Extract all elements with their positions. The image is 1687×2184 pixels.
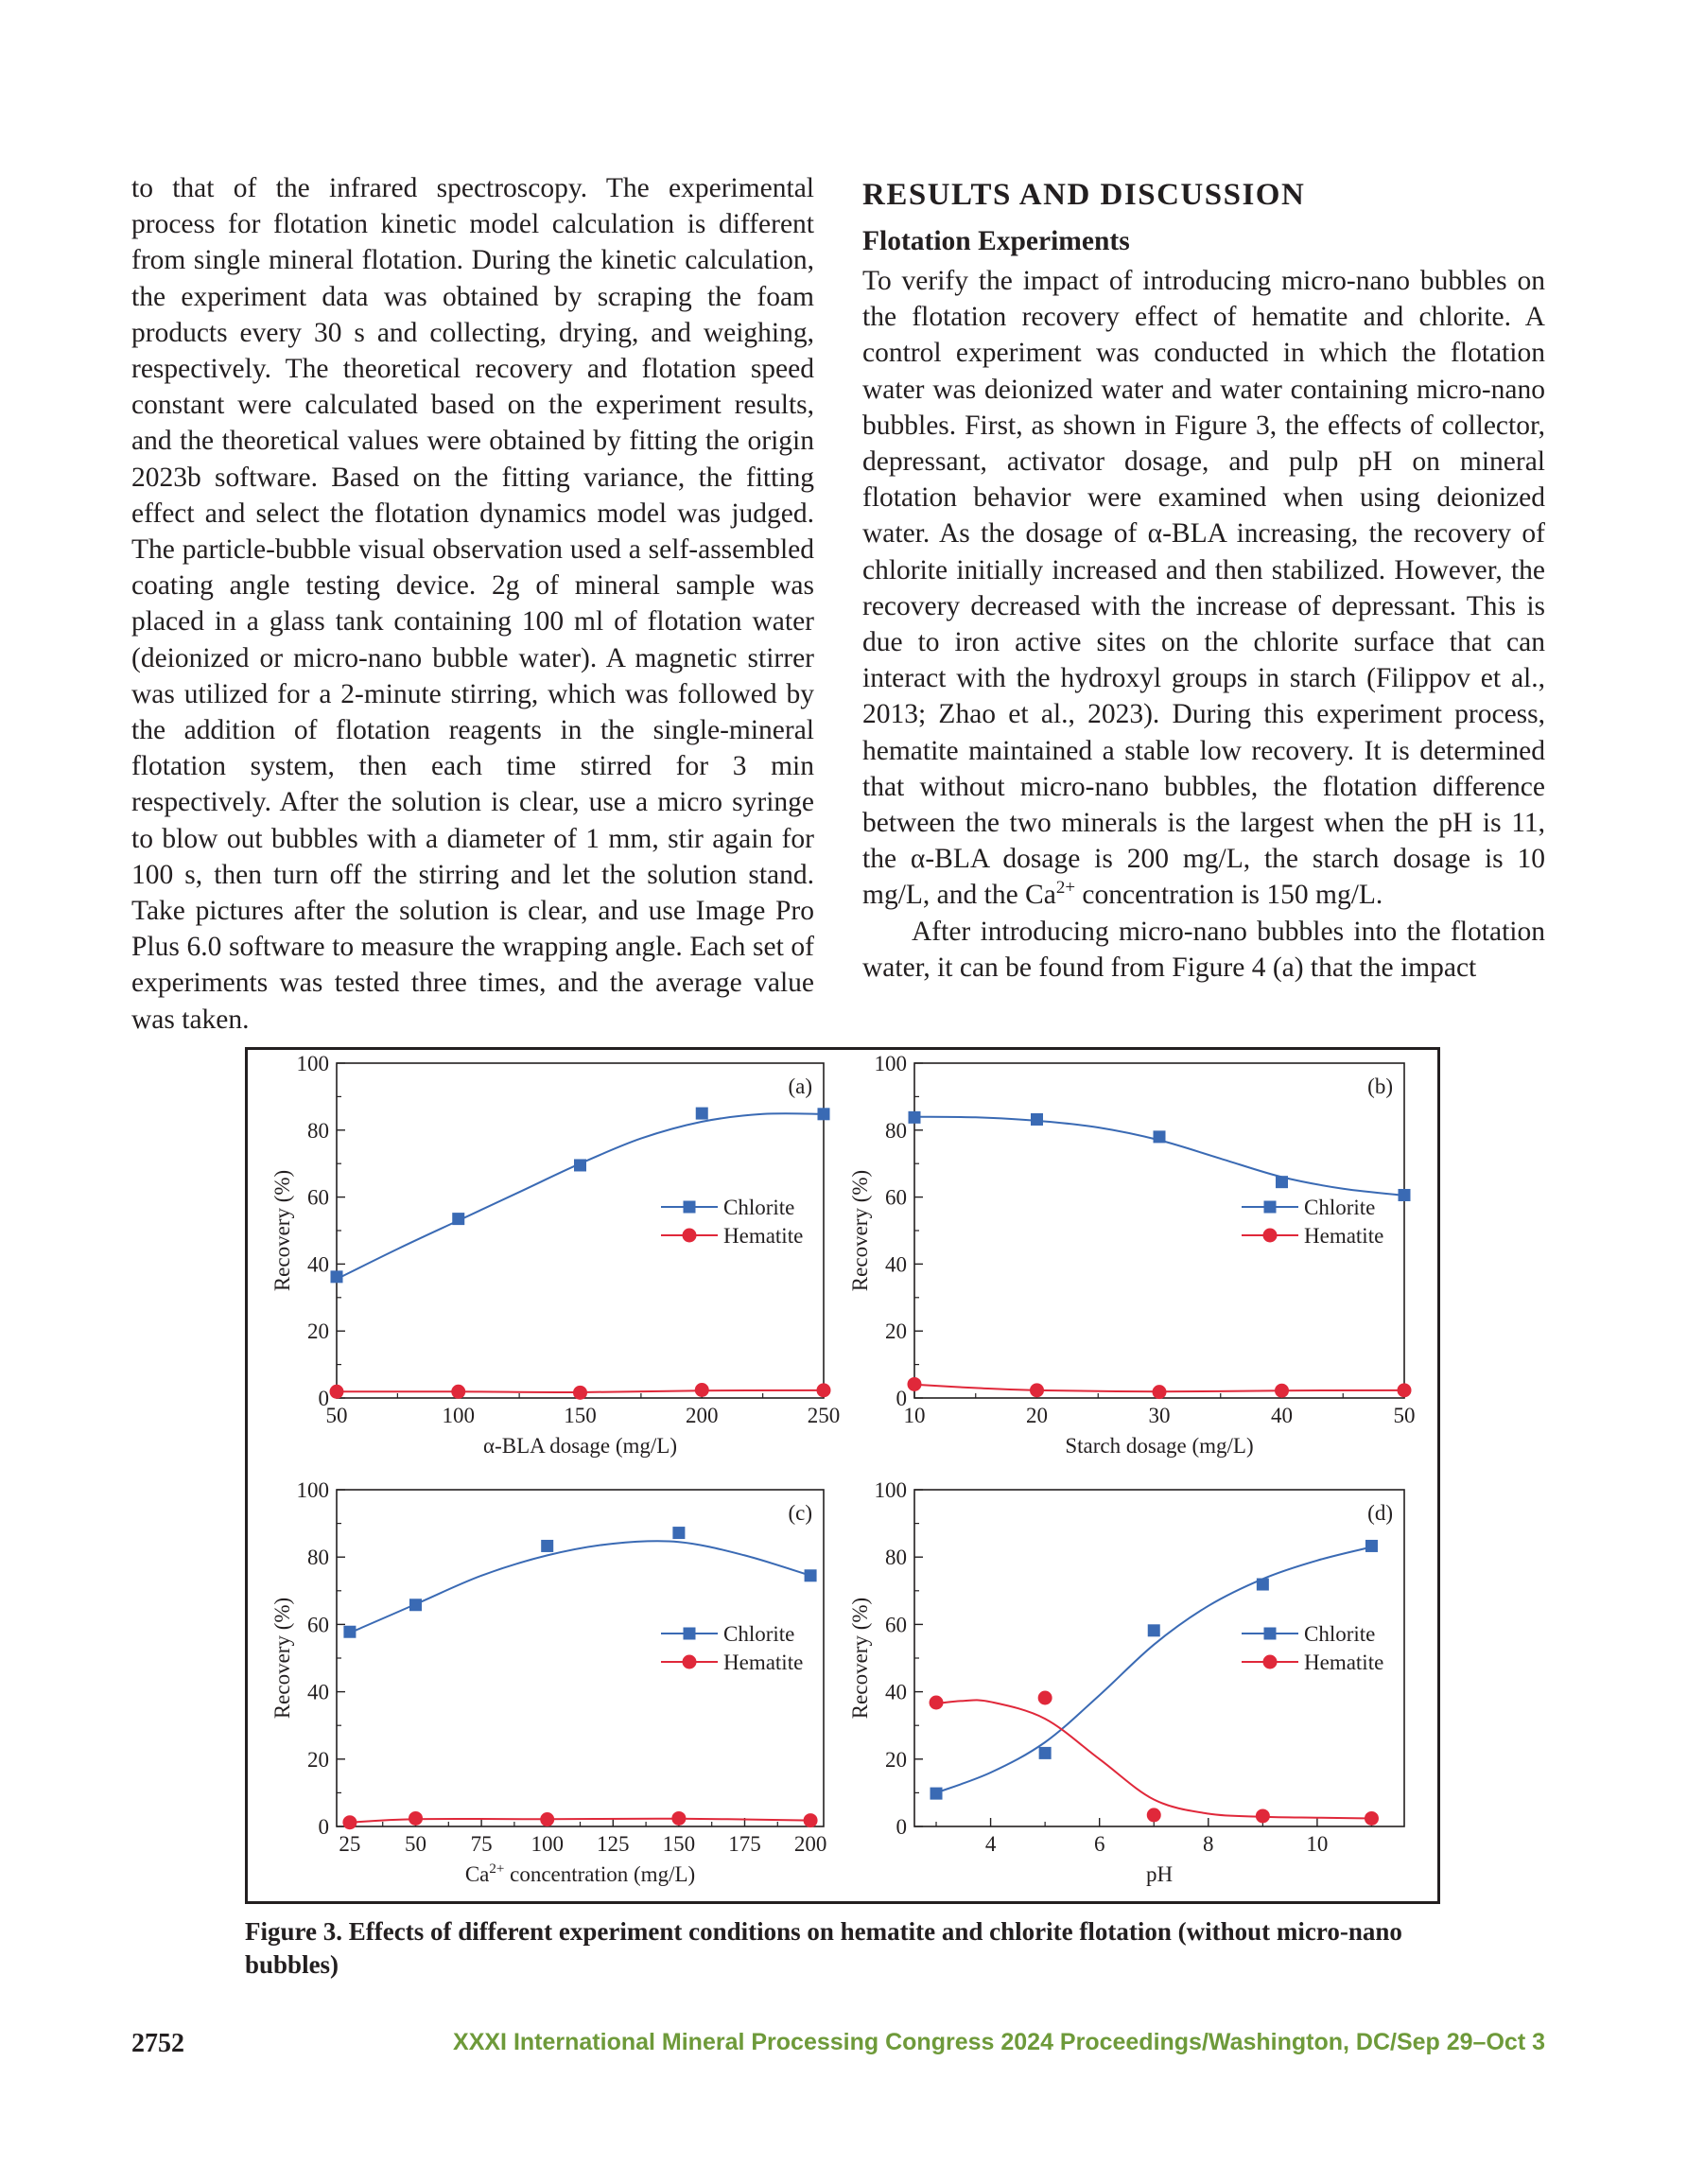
y-tick-label: 60 bbox=[307, 1613, 329, 1637]
data-point-chlorite bbox=[574, 1159, 586, 1171]
y-tick-label: 40 bbox=[885, 1252, 907, 1277]
y-tick-label: 0 bbox=[318, 1815, 329, 1839]
x-tick-label: 50 bbox=[325, 1404, 348, 1427]
fit-line-chlorite bbox=[350, 1541, 810, 1633]
x-tick-label: 200 bbox=[686, 1404, 719, 1427]
y-tick-label: 80 bbox=[885, 1546, 907, 1570]
chart-panel-1 bbox=[270, 1052, 840, 1458]
legend-label-hematite: Hematite bbox=[723, 1224, 804, 1248]
legend-label-hematite: Hematite bbox=[723, 1651, 804, 1674]
x-tick-label: 50 bbox=[1393, 1404, 1416, 1427]
y-tick-label: 100 bbox=[296, 1478, 329, 1502]
legend-marker-chlorite bbox=[684, 1628, 696, 1640]
legend-label-chlorite: Chlorite bbox=[723, 1196, 795, 1219]
data-point-hematite bbox=[1256, 1808, 1270, 1823]
data-point-hematite bbox=[540, 1812, 554, 1826]
x-tick-label: 20 bbox=[1026, 1404, 1048, 1427]
fit-line-chlorite bbox=[914, 1117, 1404, 1196]
data-point-chlorite bbox=[331, 1270, 343, 1283]
data-point-hematite bbox=[1147, 1808, 1161, 1822]
y-axis-label: Recovery (%) bbox=[270, 1597, 294, 1720]
y-tick-label: 60 bbox=[307, 1185, 329, 1210]
panel-label: (d) bbox=[1367, 1501, 1393, 1525]
data-point-chlorite bbox=[1399, 1189, 1411, 1201]
data-point-hematite bbox=[330, 1385, 344, 1399]
paragraph-1-superscript: 2+ bbox=[1055, 878, 1076, 899]
y-tick-label: 40 bbox=[885, 1680, 907, 1704]
y-tick-label: 80 bbox=[307, 1118, 329, 1143]
x-tick-label: 10 bbox=[903, 1404, 926, 1427]
x-tick-label: 100 bbox=[530, 1832, 564, 1856]
y-axis-label: Recovery (%) bbox=[270, 1169, 294, 1292]
y-tick-label: 80 bbox=[885, 1118, 907, 1143]
data-point-chlorite bbox=[541, 1540, 553, 1552]
data-point-hematite bbox=[409, 1811, 423, 1826]
x-tick-label: 40 bbox=[1271, 1404, 1293, 1427]
data-point-chlorite bbox=[930, 1788, 943, 1800]
paragraph-1 bbox=[862, 263, 1545, 914]
y-tick-label: 60 bbox=[885, 1185, 907, 1210]
legend-label-hematite: Hematite bbox=[1304, 1224, 1384, 1248]
data-point-hematite bbox=[1153, 1385, 1167, 1399]
y-tick-label: 20 bbox=[307, 1319, 329, 1344]
legend-label-chlorite: Chlorite bbox=[1304, 1196, 1376, 1219]
x-tick-label: 50 bbox=[405, 1832, 427, 1856]
data-point-hematite bbox=[1365, 1811, 1379, 1826]
figure-caption: Figure 3. Effects of different experiment conditions on hematite and chlorite flotation (without micro-nano bubbles) bbox=[245, 1917, 1402, 1979]
data-point-chlorite bbox=[343, 1626, 356, 1638]
data-point-chlorite bbox=[1154, 1130, 1166, 1143]
data-point-chlorite bbox=[1031, 1113, 1043, 1126]
fit-line-hematite bbox=[936, 1700, 1372, 1818]
paragraph-1-main: To verify the impact of introducing micro-nano bubbles on the flotation recovery effect of hematite and chlorite. A control experiment was conducted in which the flotation water was deionized water and water containing micro-nano bubbles. First, as shown in Figure 3, the effects of collector, depressant, activator dosage, and pulp pH on mineral flotation behavior were examined when using deionized water. As the dosage of α-BLA increasing, the recovery of chlorite initially increased and then stabilized. However, the recovery decreased with the increase of depressant. This is due to iron active sites on the chlorite surface that can interact with the hydroxyl groups in starch (Filippov et al., 2013; Zhao et al., 2023). During this experiment process, hematite maintained a stable low recovery. It is determined that without micro-nano bubbles, the flotation difference between the two minerals is the largest when the pH is 11, the α-BLA dosage is 200 mg/L, the starch dosage is 10 mg/L, and the bbox=[862, 266, 1545, 911]
y-tick-label: 20 bbox=[885, 1747, 907, 1772]
legend-marker-chlorite bbox=[1264, 1628, 1277, 1640]
data-point-chlorite bbox=[672, 1527, 685, 1539]
chart-panel-4 bbox=[848, 1478, 1404, 1886]
subsection-heading: Flotation Experiments bbox=[862, 226, 1130, 256]
x-axis-label: pH bbox=[1145, 1862, 1174, 1886]
x-tick-label: 75 bbox=[470, 1832, 493, 1856]
x-tick-label: 125 bbox=[597, 1832, 630, 1856]
data-point-hematite bbox=[573, 1386, 587, 1400]
legend-marker-chlorite bbox=[1264, 1201, 1277, 1214]
panel-label: (c) bbox=[788, 1501, 812, 1525]
legend-marker-hematite bbox=[683, 1229, 697, 1243]
data-point-chlorite bbox=[1148, 1624, 1160, 1636]
data-point-hematite bbox=[908, 1377, 922, 1391]
x-tick-label: 150 bbox=[662, 1832, 696, 1856]
page-number: 2752 bbox=[131, 2029, 184, 2058]
data-point-chlorite bbox=[1276, 1176, 1288, 1188]
data-point-chlorite bbox=[696, 1108, 708, 1120]
x-tick-label: 200 bbox=[793, 1832, 827, 1856]
data-point-chlorite bbox=[909, 1111, 921, 1124]
data-point-hematite bbox=[817, 1383, 831, 1397]
legend-marker-chlorite bbox=[684, 1201, 696, 1214]
x-tick-label: 250 bbox=[807, 1404, 841, 1427]
data-point-chlorite bbox=[452, 1213, 464, 1225]
x-axis-label: Starch dosage (mg/L) bbox=[1065, 1434, 1254, 1458]
legend-marker-hematite bbox=[1263, 1655, 1278, 1669]
data-point-chlorite bbox=[805, 1569, 817, 1581]
legend-marker-hematite bbox=[683, 1655, 697, 1669]
paragraph-2: After introducing micro-nano bubbles into the flotation water, it can be found from Figure 4 (a) that the impact bbox=[862, 916, 1545, 983]
left-text-column bbox=[131, 170, 814, 1038]
data-point-hematite bbox=[804, 1813, 818, 1827]
y-tick-label: 0 bbox=[896, 1815, 907, 1839]
figure-3-charts bbox=[245, 1047, 1440, 1904]
data-point-chlorite bbox=[1257, 1579, 1269, 1591]
y-tick-label: 0 bbox=[896, 1387, 907, 1410]
left-paragraph: to that of the infrared spectroscopy. The experimental process for flotation kinetic model calculation is different from single mineral flotation. During the kinetic calculation, the experiment data was obtained by scraping the foam products every 30 s and collecting, drying, and weighing, respectively. The theoretical recovery and flotation speed constant were calculated based on the experiment results, and the theoretical values were obtained by fitting the origin 2023b software. Based on the fitting variance, the fitting effect and select the flotation dynamics model was judged. The particle-bubble visual observation used a self-assembled coating angle testing device. 2g of mineral sample was placed in a glass tank containing 100 ml of flotation water (deionized or micro-nano bubble water). A magnetic stirrer was utilized for a 2-minute stirring, which was followed by the addition of flotation reagents in the single-mineral flotation system, then each time stirred for 3 min respectively. After the solution is clear, use a micro syringe to blow out bubbles with a diameter of 1 mm, stir again for 100 s, then turn off the stirring and let the solution stand. Take pictures after the solution is clear, and use Image Pro Plus 6.0 software to measure the wrapping angle. Each set of experiments was tested three times, and the average value was taken. bbox=[131, 173, 814, 1035]
x-tick-label: 25 bbox=[339, 1832, 361, 1856]
right-text-column bbox=[862, 170, 1545, 986]
chart-panel-2 bbox=[848, 1052, 1416, 1458]
data-point-chlorite bbox=[1365, 1540, 1378, 1552]
y-tick-label: 40 bbox=[307, 1252, 329, 1277]
data-point-hematite bbox=[1398, 1383, 1412, 1397]
chart-panel-3 bbox=[270, 1478, 826, 1886]
y-tick-label: 60 bbox=[885, 1613, 907, 1637]
data-point-hematite bbox=[671, 1811, 686, 1826]
y-tick-label: 80 bbox=[307, 1546, 329, 1570]
x-tick-label: 30 bbox=[1148, 1404, 1171, 1427]
panel-label: (b) bbox=[1367, 1075, 1393, 1098]
legend-label-chlorite: Chlorite bbox=[723, 1622, 795, 1646]
y-tick-label: 100 bbox=[296, 1052, 329, 1075]
paragraph-1-end: concentration is 150 mg/L. bbox=[1075, 880, 1383, 911]
x-tick-label: 4 bbox=[984, 1832, 997, 1856]
x-tick-label: 10 bbox=[1306, 1832, 1329, 1856]
legend-marker-hematite bbox=[1263, 1229, 1278, 1243]
y-tick-label: 40 bbox=[307, 1680, 329, 1704]
x-tick-label: 8 bbox=[1203, 1832, 1214, 1856]
data-point-hematite bbox=[1030, 1383, 1044, 1397]
y-axis-label: Recovery (%) bbox=[848, 1597, 872, 1720]
y-axis-label: Recovery (%) bbox=[848, 1169, 872, 1292]
y-tick-label: 100 bbox=[874, 1052, 907, 1075]
y-tick-label: 20 bbox=[307, 1747, 329, 1772]
data-point-chlorite bbox=[1039, 1747, 1052, 1759]
legend-label-hematite: Hematite bbox=[1304, 1651, 1384, 1674]
panel-label: (a) bbox=[788, 1075, 812, 1098]
x-tick-label: 6 bbox=[1093, 1832, 1105, 1856]
data-point-hematite bbox=[451, 1385, 465, 1399]
conference-footer: XXXI International Mineral Processing Congress 2024 Proceedings/Washington, DC/Sep 29–Oct 3 bbox=[453, 2029, 1545, 2055]
data-point-hematite bbox=[1038, 1691, 1052, 1705]
legend-label-chlorite: Chlorite bbox=[1304, 1622, 1376, 1646]
y-tick-label: 20 bbox=[885, 1319, 907, 1344]
data-point-hematite bbox=[930, 1695, 944, 1709]
paragraph-1-ca: Ca bbox=[1025, 880, 1056, 911]
data-point-chlorite bbox=[409, 1599, 422, 1611]
section-heading: RESULTS AND DISCUSSION bbox=[862, 178, 1306, 212]
y-tick-label: 0 bbox=[318, 1387, 329, 1410]
figure-frame bbox=[247, 1049, 1439, 1903]
x-axis-label: α-BLA dosage (mg/L) bbox=[483, 1434, 677, 1458]
y-tick-label: 100 bbox=[874, 1478, 907, 1502]
x-tick-label: 175 bbox=[728, 1832, 761, 1856]
x-tick-label: 100 bbox=[442, 1404, 475, 1427]
figure-3 bbox=[245, 1047, 1440, 1904]
data-point-hematite bbox=[1275, 1384, 1289, 1398]
data-point-hematite bbox=[342, 1815, 357, 1829]
data-point-hematite bbox=[695, 1383, 709, 1397]
x-axis-label: $Ca^{2+}$ concentration (mg/L) bbox=[464, 1861, 696, 1886]
x-tick-label: 150 bbox=[564, 1404, 597, 1427]
data-point-chlorite bbox=[818, 1108, 830, 1120]
